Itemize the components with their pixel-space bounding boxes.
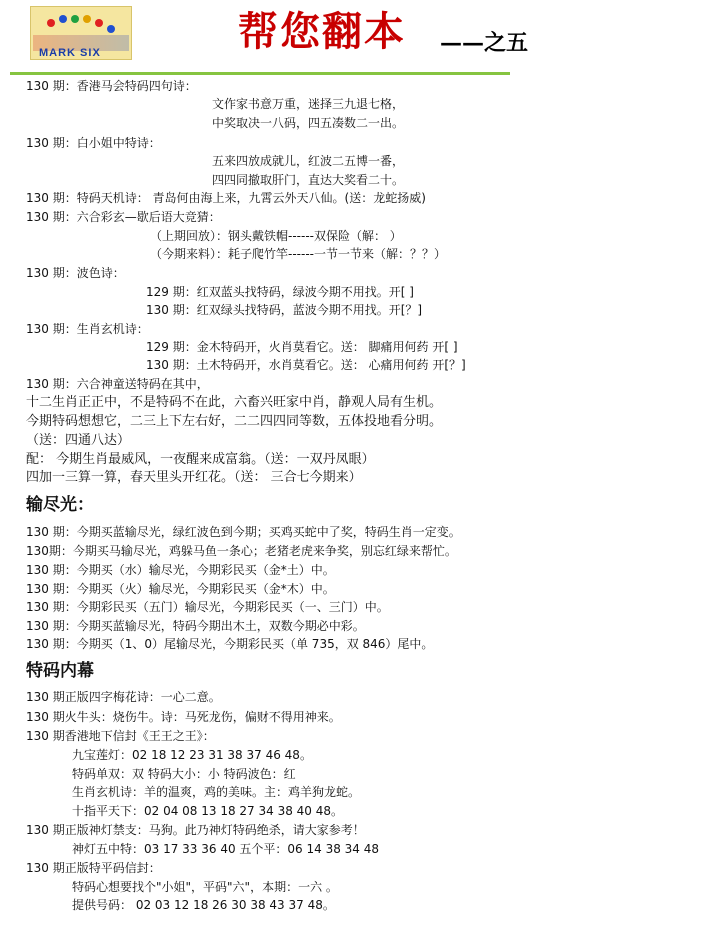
text-line: 配： 今期生肖最威风，一夜醒来成富翁。（送：一双丹凤眼） bbox=[26, 452, 375, 467]
logo-text: MARK SIX bbox=[39, 47, 101, 59]
text-line: 130 期：六合神童送特码在其中， bbox=[26, 377, 209, 391]
section-heading: 特码内幕 bbox=[26, 661, 94, 681]
text-line: 130 期：生肖玄机诗： bbox=[26, 322, 149, 336]
text-line: 神灯五中特：03 17 33 36 40 五个平：06 14 38 34 48 bbox=[72, 842, 380, 856]
text-line: 130 期：特码天机诗： 青岛何由海上来，九霄云外天八仙。(送：龙蛇扬威) bbox=[26, 191, 426, 205]
text-line: 130 期：今期彩民买（五门）输尽光，今期彩民买（一、三门）中。 bbox=[26, 600, 389, 614]
text-line: 129 期：红双蓝头找特码，绿波今期不用找。开[ ] bbox=[146, 285, 414, 299]
text-line: 四四同撤取肝门，直达大奖看二十。 bbox=[212, 173, 405, 187]
text-line: 130 期：红双绿头找特码，蓝波今期不用找。开[？] bbox=[146, 303, 423, 317]
text-line: 生肖玄机诗：羊的温爽，鸡的美味。主：鸡羊狗龙蛇。 bbox=[72, 785, 361, 799]
text-line: 130 期：今期买（水）输尽光，今期彩民买（金*土）中。 bbox=[26, 563, 335, 577]
text-line: （上期回放）：钢头戴铁帽------双保险（解： ） bbox=[150, 229, 402, 243]
text-line: 特码单双：双 特码大小：小 特码波色：红 bbox=[72, 767, 296, 781]
text-line: 129 期：金木特码开，火肖莫看它。送： 脚痛用何药 开[ ] bbox=[146, 340, 458, 354]
text-line: 四加一三算一算，春天里头开红花。（送： 三合七今期来） bbox=[26, 470, 362, 485]
text-line: 130 期：白小姐中特诗： bbox=[26, 136, 161, 150]
text-line: 特码心想要找个"小姐"，平码"六"，本期：一六 。 bbox=[72, 880, 338, 894]
text-line: 十指平天下：02 04 08 13 18 27 34 38 40 48。 bbox=[72, 804, 344, 818]
text-line: 中奖取决一八码，四五凑数二一出。 bbox=[212, 116, 405, 130]
page-subtitle: ——之五 bbox=[440, 30, 529, 56]
text-line: 130 期正版四字梅花诗：一心二意。 bbox=[26, 690, 221, 704]
text-line: 130 期：今期买（1、0）尾输尽光，今期彩民买（单 735，双 846）尾中。 bbox=[26, 637, 434, 651]
text-line: 130 期火牛头：烧伤牛。诗：马死龙伤，偏财不得用神来。 bbox=[26, 710, 341, 724]
text-line: 130 期：今期买蓝输尽光，特码今期出木土，双数今期必中彩。 bbox=[26, 619, 365, 633]
text-line: 130 期：今期买（火）输尽光，今期彩民买（金*木）中。 bbox=[26, 582, 335, 596]
text-line: 今期特码想想它，二三上下左右好，二二四四同等数，五体投地看分明。 bbox=[26, 414, 443, 429]
section-heading: 输尽光： bbox=[26, 495, 94, 515]
text-line: 提供号码： 02 03 12 18 26 30 38 43 37 48。 bbox=[72, 898, 335, 912]
text-line: 文作家书意万重，迷择三九退七格， bbox=[212, 97, 405, 111]
text-line: 九宝莲灯：02 18 12 23 31 38 37 46 48。 bbox=[72, 748, 312, 762]
text-line: 130 期正版神灯禁支：马狗。此乃神灯特码绝杀，请大家参考！ bbox=[26, 823, 365, 837]
text-line: 130 期：香港马会特码四句诗： bbox=[26, 79, 197, 93]
text-line: 十二生肖正正中，不是特码不在此，六畜兴旺家中肖，静观人局有生机。 bbox=[26, 395, 443, 410]
text-line: 130期：今期买马输尽光，鸡躲马鱼一条心；老猪老虎来争奖，别忘红绿来帮忙。 bbox=[26, 544, 457, 558]
text-line: 130 期：波色诗： bbox=[26, 266, 125, 280]
text-line: 130 期：六合彩玄—歇后语大竞猜： bbox=[26, 210, 221, 224]
text-line: （送：四通八达） bbox=[26, 433, 131, 448]
text-line: 五来四放成就儿，红波二五博一番， bbox=[212, 154, 405, 168]
text-line: 130 期：土木特码开，水肖莫看它。送： 心痛用何药 开[？] bbox=[146, 358, 466, 372]
page-title: 帮您翻本 bbox=[238, 8, 406, 55]
text-line: （今期来料）：耗子爬竹竿------一节一节来（解：？？） bbox=[150, 247, 446, 261]
text-line: 130 期正版特平码信封： bbox=[26, 861, 161, 875]
text-line: 130 期香港地下信封《王王之王》： bbox=[26, 729, 215, 743]
text-line: 130 期：今期买蓝输尽光，绿红波色到今期；买鸡买蛇中了奖，特码生肖一定变。 bbox=[26, 525, 461, 539]
